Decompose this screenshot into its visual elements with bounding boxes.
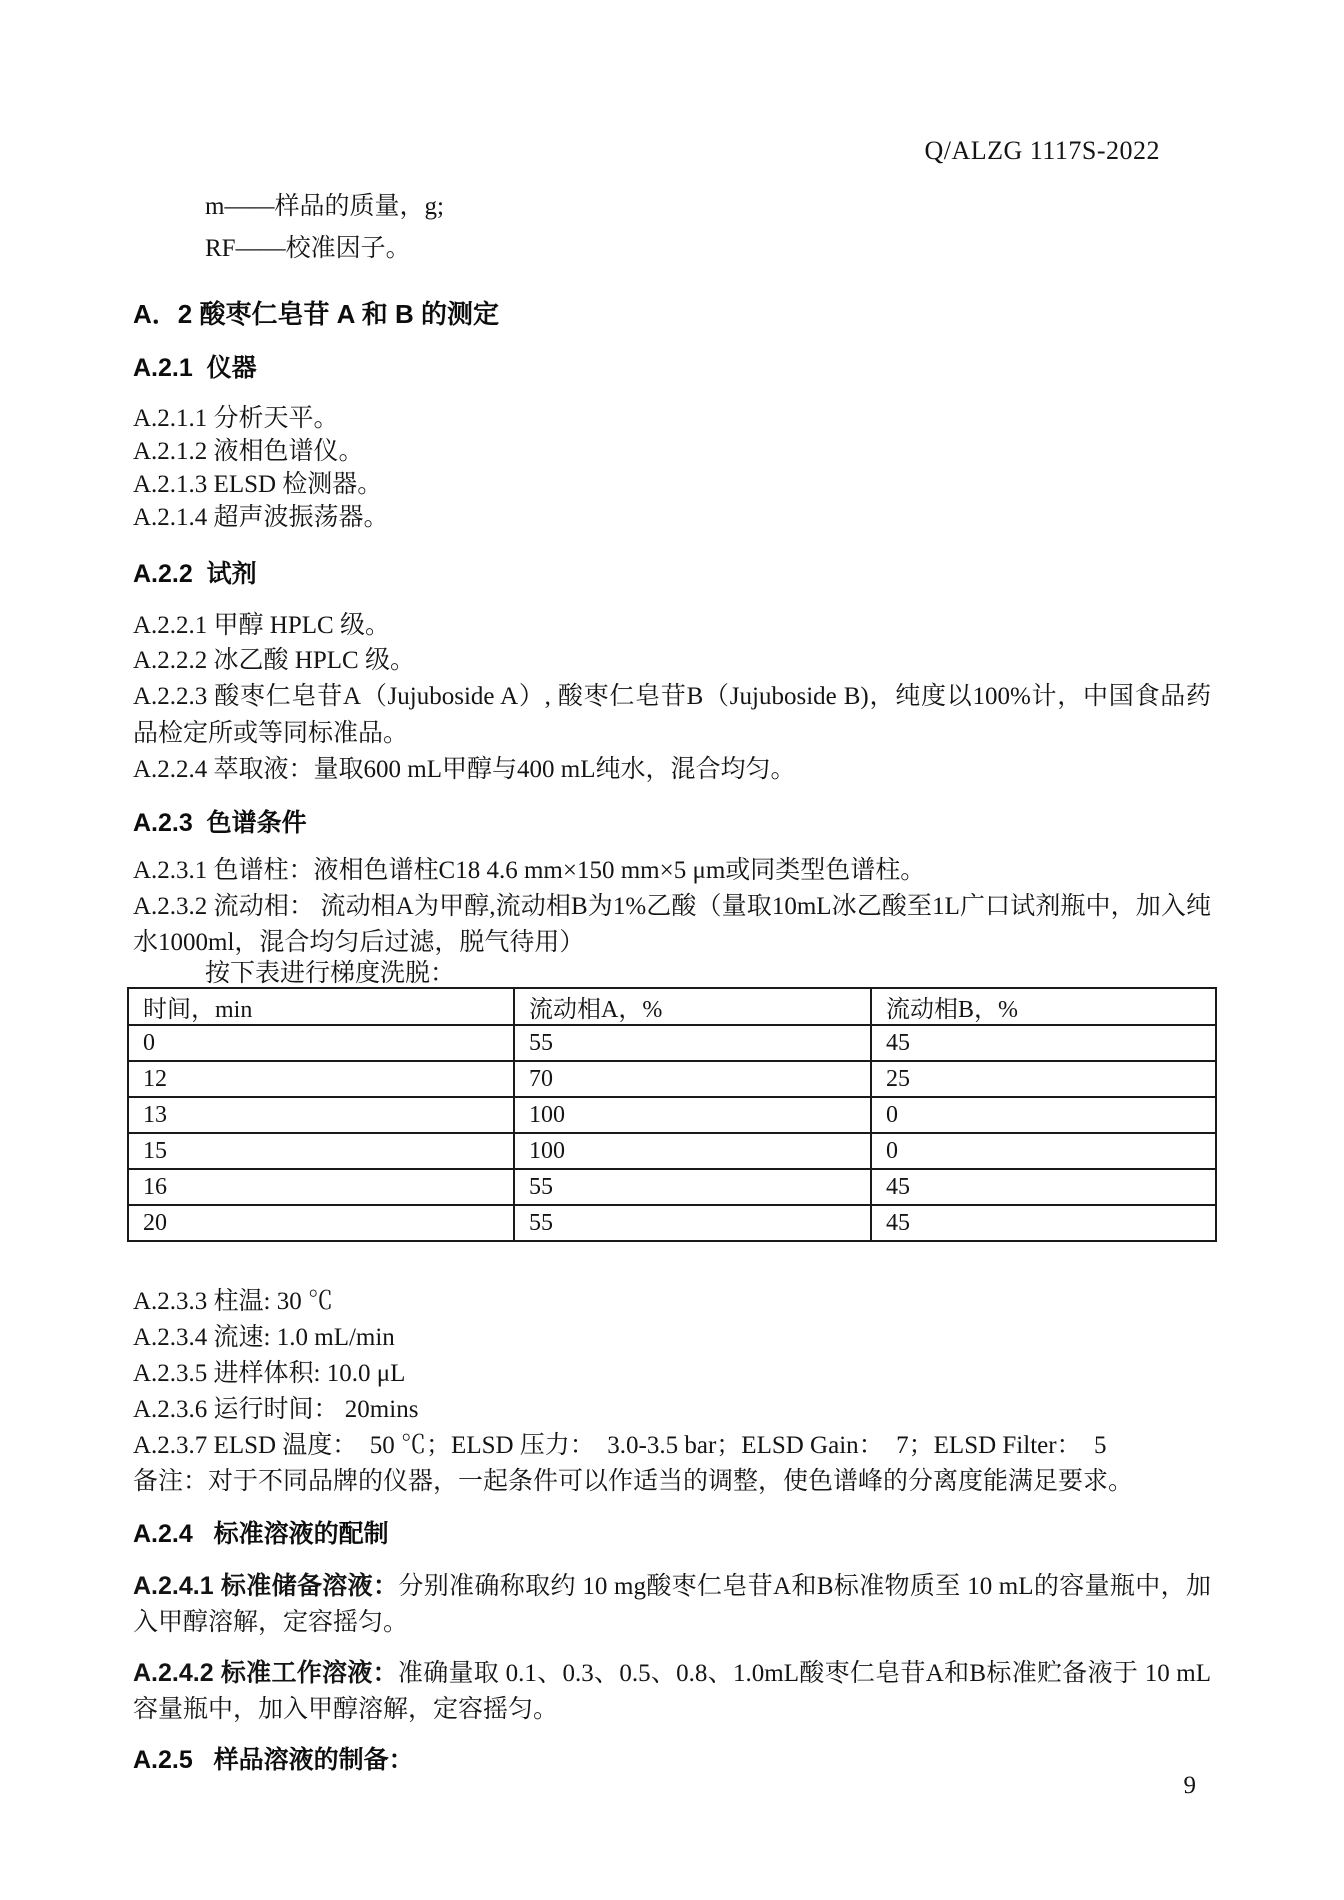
clause-a224: A.2.2.4 萃取液：量取600 mL甲醇与400 mL纯水，混合均匀。 <box>133 756 796 783</box>
clause-a241-text: 分别准确称取约 10 mg酸枣仁皂苷A和B标准物质至 10 mL的容量瓶中，加入甲醇溶解，定容摇匀。 <box>133 1573 1211 1636</box>
clause-a242-label: A.2.4.2 标准工作溶液： <box>133 1659 398 1687</box>
table-cell: 16 <box>128 1169 514 1205</box>
table-header-phase-a: 流动相A，% <box>514 988 871 1025</box>
table-row <box>128 1025 1216 1061</box>
clause-remark: 备注：对于不同品牌的仪器，一起条件可以作适当的调整，使色谱峰的分离度能满足要求。 <box>133 1468 1134 1495</box>
clause-a213: A.2.1.3 ELSD 检测器。 <box>133 471 383 498</box>
table-cell: 12 <box>128 1061 514 1097</box>
section-heading-a24: A.2.4 标准溶液的配制 <box>133 1520 389 1548</box>
table-cell: 15 <box>128 1133 514 1169</box>
section-heading-a22: A.2.2 试剂 <box>133 560 257 588</box>
table-header-phase-b: 流动相B，% <box>871 988 1216 1025</box>
clause-a211: A.2.1.1 分析天平。 <box>133 405 339 432</box>
clause-a236: A.2.3.6 运行时间： 20mins <box>133 1396 419 1423</box>
page-number: 9 <box>1183 1772 1196 1799</box>
table-row <box>128 1061 1216 1097</box>
table-row <box>128 1205 1216 1241</box>
gradient-elution-intro: 按下表进行梯度洗脱： <box>205 960 456 987</box>
definition-line-rf: RF——校准因子。 <box>205 235 411 262</box>
table-cell: 0 <box>128 1025 514 1061</box>
page-content <box>133 0 1211 1778</box>
table-cell: 55 <box>514 1205 871 1241</box>
clause-a241-label: A.2.4.1 标准储备溶液： <box>133 1572 399 1600</box>
clause-a221: A.2.2.1 甲醇 HPLC 级。 <box>133 612 390 639</box>
document-code-header: Q/ALZG 1117S-2022 <box>924 136 1160 165</box>
table-row <box>128 1169 1216 1205</box>
table-cell: 45 <box>871 1025 1216 1061</box>
section-heading-a23: A.2.3 色谱条件 <box>133 809 307 837</box>
clause-a233: A.2.3.3 柱温: 30 ℃ <box>133 1288 334 1315</box>
table-cell: 0 <box>871 1097 1216 1133</box>
clause-a242-text: 准确量取 0.1、0.3、0.5、0.8、1.0mL酸枣仁皂苷A和B标准贮备液于 10 mL容量瓶中，加入甲醇溶解，定容摇匀。 <box>133 1660 1211 1723</box>
section-heading-a25: A.2.5 样品溶液的制备： <box>133 1746 414 1774</box>
clause-a232: A.2.3.2 流动相： 流动相A为甲醇,流动相B为1%乙酸（量取10mL冰乙酸至1L广口试剂瓶中，加入纯水1000ml，混合均匀后过滤，脱气待用） <box>133 893 1211 956</box>
clause-a235: A.2.3.5 进样体积: 10.0 μL <box>133 1360 406 1387</box>
table-cell: 100 <box>514 1097 871 1133</box>
table-row <box>128 1097 1216 1133</box>
clause-a223: A.2.2.3 酸枣仁皂苷A（Jujuboside A）, 酸枣仁皂苷B（Jujuboside B)，纯度以100%计，中国食品药品检定所或等同标准品。 <box>133 683 1211 747</box>
table-cell: 55 <box>514 1169 871 1205</box>
table-header-time: 时间，min <box>128 988 514 1025</box>
gradient-elution-table <box>127 987 1217 1242</box>
table-cell: 25 <box>871 1061 1216 1097</box>
clause-a212: A.2.1.2 液相色谱仪。 <box>133 438 364 465</box>
section-heading-a21: A.2.1 仪器 <box>133 354 257 382</box>
table-cell: 45 <box>871 1169 1216 1205</box>
table-cell: 0 <box>871 1133 1216 1169</box>
clause-list-a22 <box>133 608 1211 787</box>
table-cell: 70 <box>514 1061 871 1097</box>
clause-a222: A.2.2.2 冰乙酸 HPLC 级。 <box>133 647 415 674</box>
clause-list-a21 <box>133 402 1211 534</box>
clause-a241 <box>133 1568 1211 1641</box>
table-cell: 45 <box>871 1205 1216 1241</box>
table-cell: 13 <box>128 1097 514 1133</box>
clause-list-a23-after-table <box>133 1284 1211 1500</box>
table-header-row <box>128 988 1216 1025</box>
table-cell: 100 <box>514 1133 871 1169</box>
clause-a234: A.2.3.4 流速: 1.0 mL/min <box>133 1324 395 1351</box>
clause-a242 <box>133 1655 1211 1728</box>
clause-a214: A.2.1.4 超声波振荡器。 <box>133 504 389 531</box>
table-cell: 20 <box>128 1205 514 1241</box>
clause-a231: A.2.3.1 色谱柱：液相色谱柱C18 4.6 mm×150 mm×5 μm或同类型色谱柱。 <box>133 857 926 884</box>
table-row <box>128 1133 1216 1169</box>
section-heading-a2: A．2 酸枣仁皂苷 A 和 B 的测定 <box>133 299 499 329</box>
clause-a237: A.2.3.7 ELSD 温度： 50 ℃；ELSD 压力： 3.0-3.5 bar；ELSD Gain： 7；ELSD Filter： 5 <box>133 1432 1107 1459</box>
definition-line-m: m——样品的质量，g; <box>205 193 444 220</box>
table-cell: 55 <box>514 1025 871 1061</box>
